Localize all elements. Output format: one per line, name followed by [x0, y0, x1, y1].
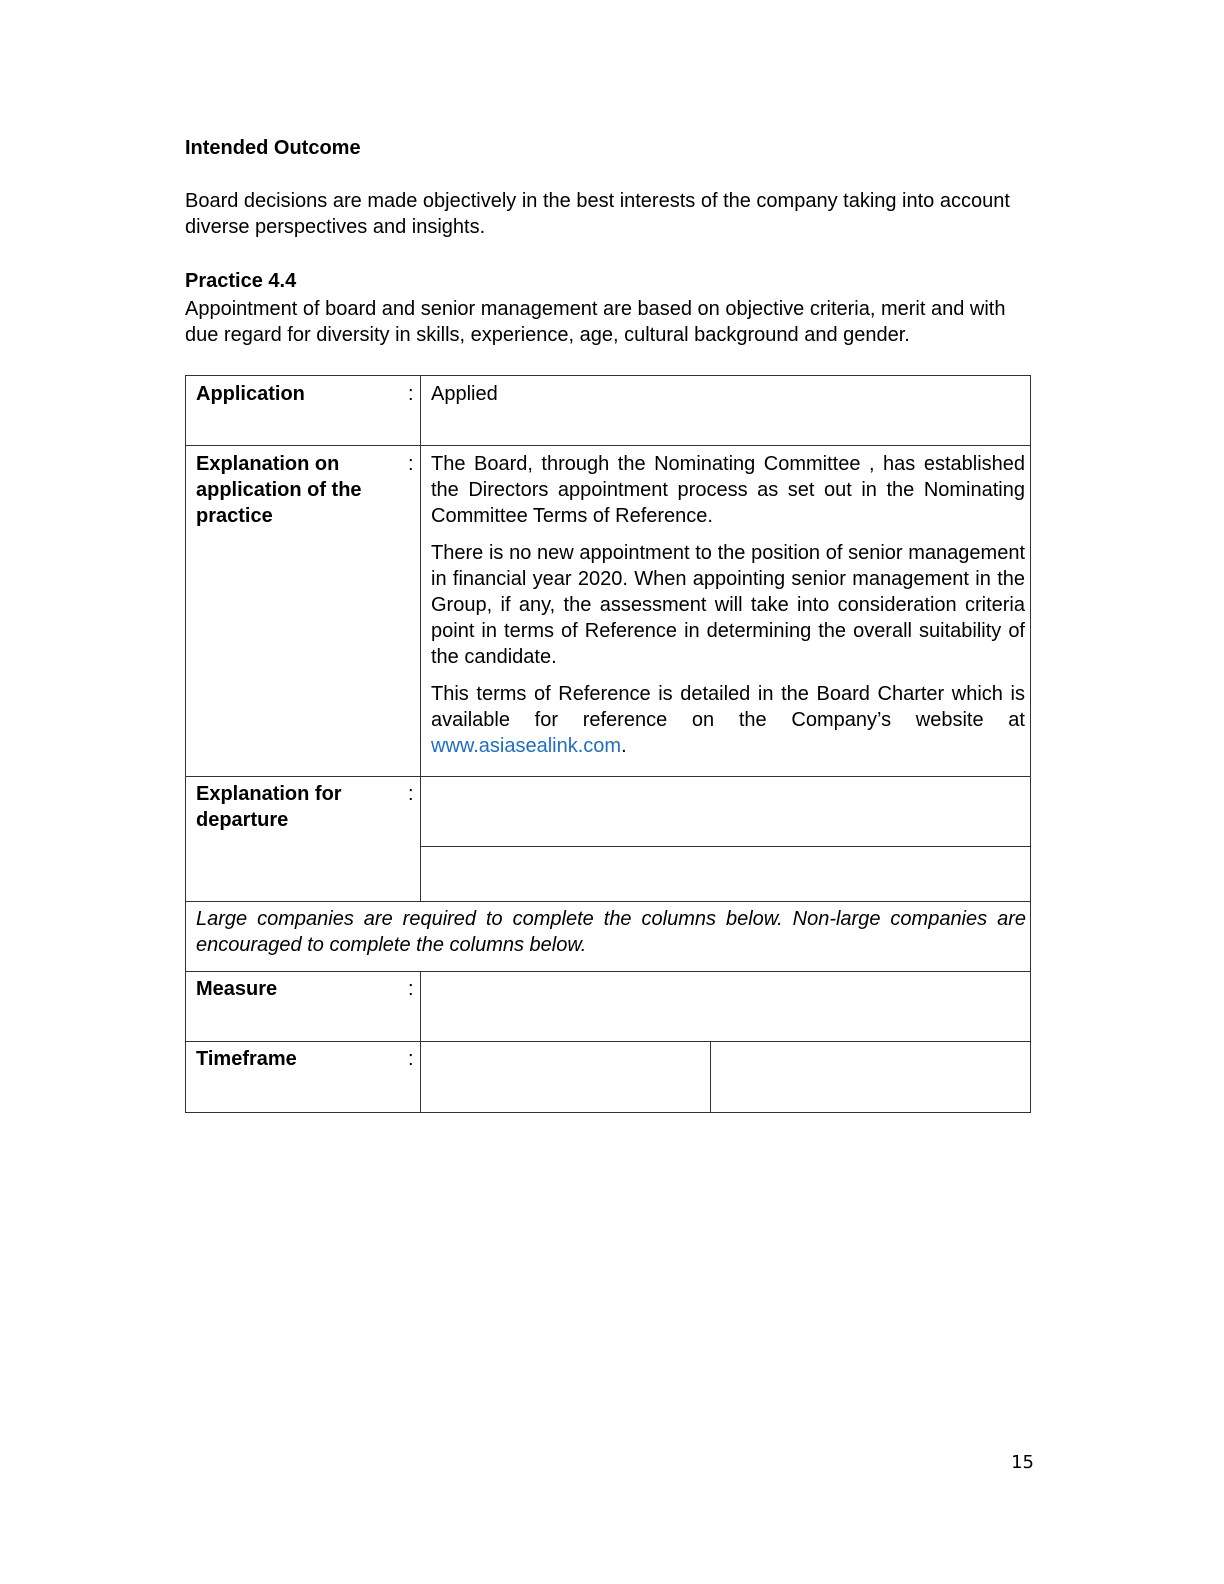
explanation-departure-label: Explanation for departure — [196, 783, 342, 831]
explanation-application-label: Explanation on application of the practice — [196, 453, 362, 527]
company-website-link[interactable]: www.asiasealink.com — [431, 735, 622, 757]
explanation-application-colon: : — [408, 453, 414, 475]
measure-colon: : — [408, 978, 414, 1000]
timeframe-colon: : — [408, 1048, 414, 1070]
row-divider — [420, 846, 1030, 847]
practice-table — [185, 375, 1031, 1113]
application-value: Applied — [431, 383, 498, 405]
row-divider — [186, 445, 1030, 446]
explanation-departure-colon: : — [408, 783, 414, 805]
row-divider — [186, 901, 1030, 902]
intended-outcome-heading: Intended Outcome — [185, 137, 361, 159]
large-companies-note: Large companies are required to complete the columns below. Non-large companies are encouraged to complete the columns below. — [196, 908, 1026, 956]
row-divider — [186, 776, 1030, 777]
explanation-paragraph-3-end: . — [621, 735, 627, 757]
application-colon: : — [408, 383, 414, 405]
explanation-paragraph-3 — [431, 681, 1025, 759]
column-divider — [710, 1041, 711, 1112]
explanation-paragraph-2: There is no new appointment to the position of senior management in financial year 2020. When appointing senior management in the Group, if any, the assessment will take into consideration criteria point in terms of Reference in determining the overall suitability of the candidate. — [431, 542, 1025, 668]
explanation-application-content — [431, 451, 1025, 770]
measure-label: Measure — [196, 978, 278, 1000]
intended-outcome-text: Board decisions are made objectively in the best interests of the company taking into account diverse perspectives and insights. — [185, 190, 1010, 238]
application-label: Application — [196, 383, 305, 405]
column-divider — [420, 376, 421, 901]
column-divider — [420, 971, 421, 1112]
practice-heading: Practice 4.4 — [185, 270, 297, 292]
practice-text: Appointment of board and senior management are based on objective criteria, merit and with due regard for diversity in skills, experience, age, cultural background and gender. — [185, 298, 1006, 346]
row-divider — [186, 971, 1030, 972]
timeframe-label: Timeframe — [196, 1048, 297, 1070]
page-number: 15 — [1011, 1452, 1034, 1473]
explanation-paragraph-3-text: This terms of Reference is detailed in the Board Charter which is available for reference on the Company’s website at — [431, 683, 1025, 731]
row-divider — [186, 1041, 1030, 1042]
explanation-paragraph-1: The Board, through the Nominating Committee , has established the Directors appointment process as set out in the Nominating Committee Terms of Reference. — [431, 453, 1025, 527]
